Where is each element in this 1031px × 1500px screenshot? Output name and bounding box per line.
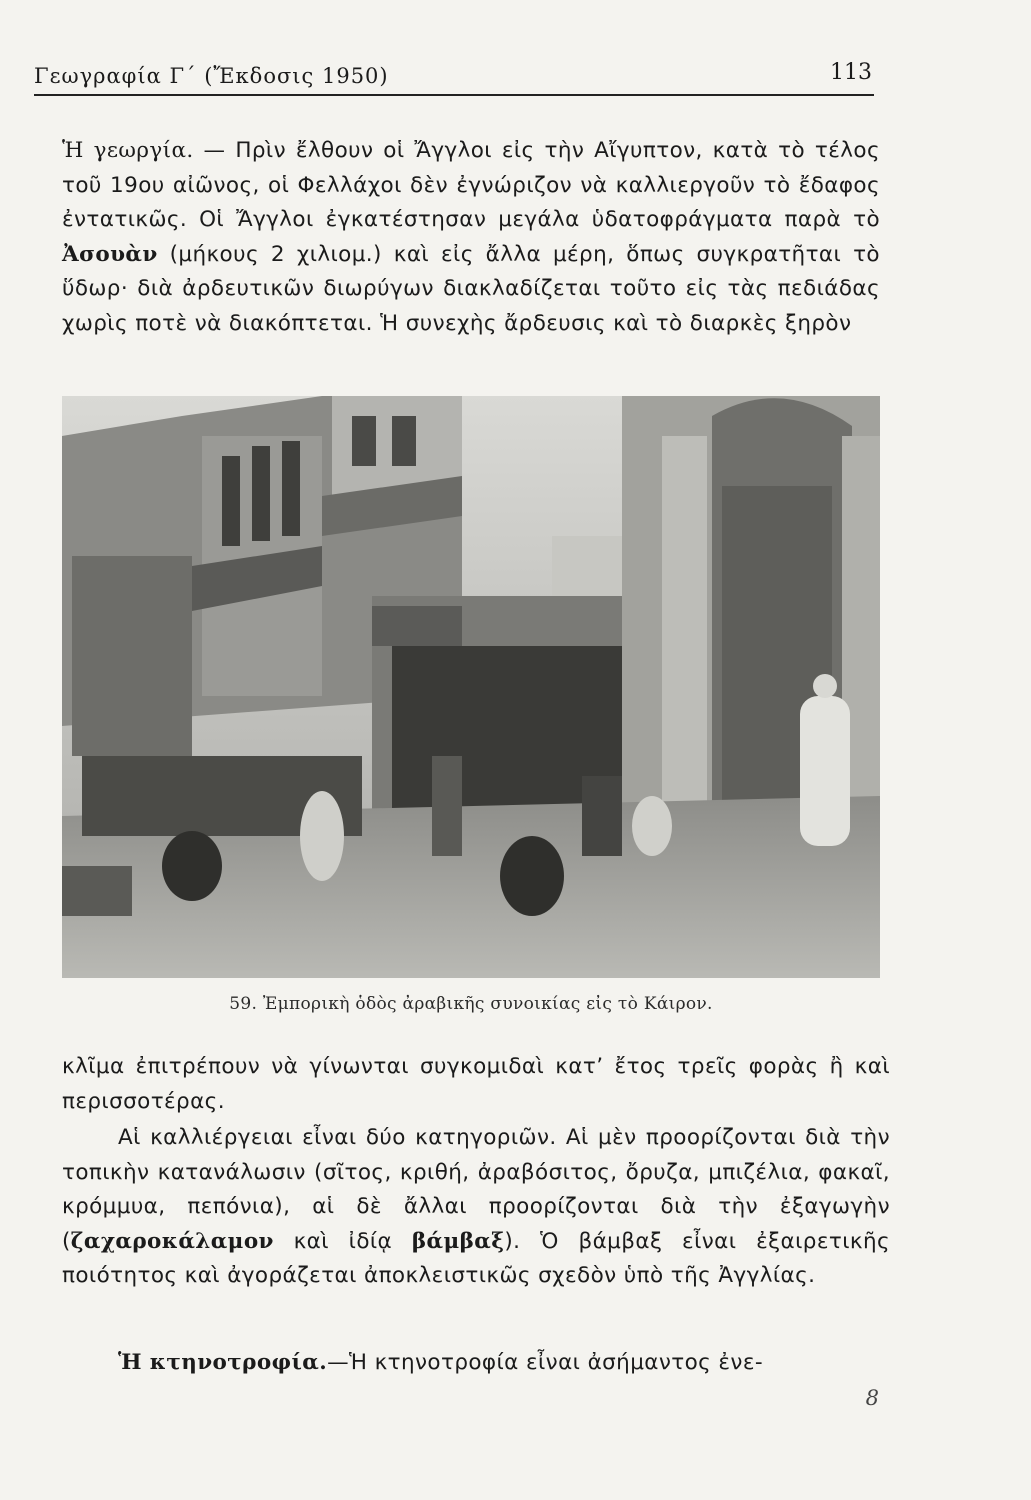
place-name-aswan: Ἀσουὰν [62,241,158,267]
section-heading-agriculture: Ἡ γεωργία. [62,138,194,163]
paragraph-text: (μήκους 2 χιλιομ.) καὶ εἰς ἄλλα μέρη, ὅπως συγκρατῆται τὸ ὕδωρ· διὰ ἀρδευτικῶν διωρύγων διακλαδίζεται τοῦτο εἰς τὰς πεδιάδας χωρὶς ποτὲ νὰ διακόπτεται. Ἡ συνεχὴς ἄρδευσις καὶ τὸ διαρκὲς ξηρὸν [62,241,880,336]
running-header [34,60,874,96]
paragraph-agriculture [62,134,880,341]
paragraph-text: καὶ ἰδίᾳ [273,1228,412,1254]
paragraph-livestock [118,1346,890,1381]
photo-illustration [62,396,880,978]
printer-signature-mark: 8 [865,1386,879,1410]
running-title: Γεωγραφία Γ΄ (Ἔκδοσις 1950) [34,64,389,88]
paragraph-text: —Ἡ κτηνοτροφία εἶναι ἀσήμαντος ἐνε- [327,1350,764,1375]
section-heading-livestock: Ἡ κτηνοτροφία. [118,1350,328,1375]
paragraph-text: ). Ὁ βάμβαξ εἶναι ἐξαιρετικῆς ποιότητος καὶ ἀγοράζεται ἀποκλειστικῶς σχεδὸν ὑπὸ τῆς Ἀγγλίας. [62,1228,891,1288]
page-number: 113 [830,60,872,85]
crop-sugarcane: ζαχαροκάλαμον [70,1228,274,1254]
street-photograph [62,396,880,978]
paragraph-text: Αἱ καλλιέργειαι εἶναι δύο κατηγοριῶν. Αἱ μὲν προορίζονται διὰ τὴν τοπικὴν κατανάλωσιν (σῖτος, κριθή, ἀραβόσιτος, ὄρυζα, μπιζέλια, φακαῖ, κρόμμυα, πεπόνια), αἱ δὲ ἄλλαι προορίζονται διὰ τὴν ἐξαγωγὴν ( [62,1125,890,1254]
paragraph-climate: κλῖμα ἐπιτρέπουν νὰ γίνωνται συγκομιδαὶ κατ’ ἔτος τρεῖς φορὰς ἢ καὶ περισσοτέρας. [62,1054,890,1114]
crop-cotton: βάμβαξ [411,1228,505,1254]
paragraph-text: — Πρὶν ἔλθουν οἱ Ἄγγλοι εἰς τὴν Αἴγυπτον, κατὰ τὸ τέλος τοῦ 19ου αἰῶνος, οἱ Φελλάχοι δὲν ἐγνώριζον νὰ καλλιεργοῦν τὸ ἔδαφος ἐντατικῶς. Οἱ Ἄγγλοι ἐγκατέστησαν μεγάλα ὑδατοφράγματα παρὰ τὸ [62,138,880,232]
paragraph-crops [62,1121,890,1294]
figure-caption: 59. Ἐμπορικὴ ὁδὸς ἀραβικῆς συνοικίας εἰς τὸ Κάιρον. [229,994,713,1014]
